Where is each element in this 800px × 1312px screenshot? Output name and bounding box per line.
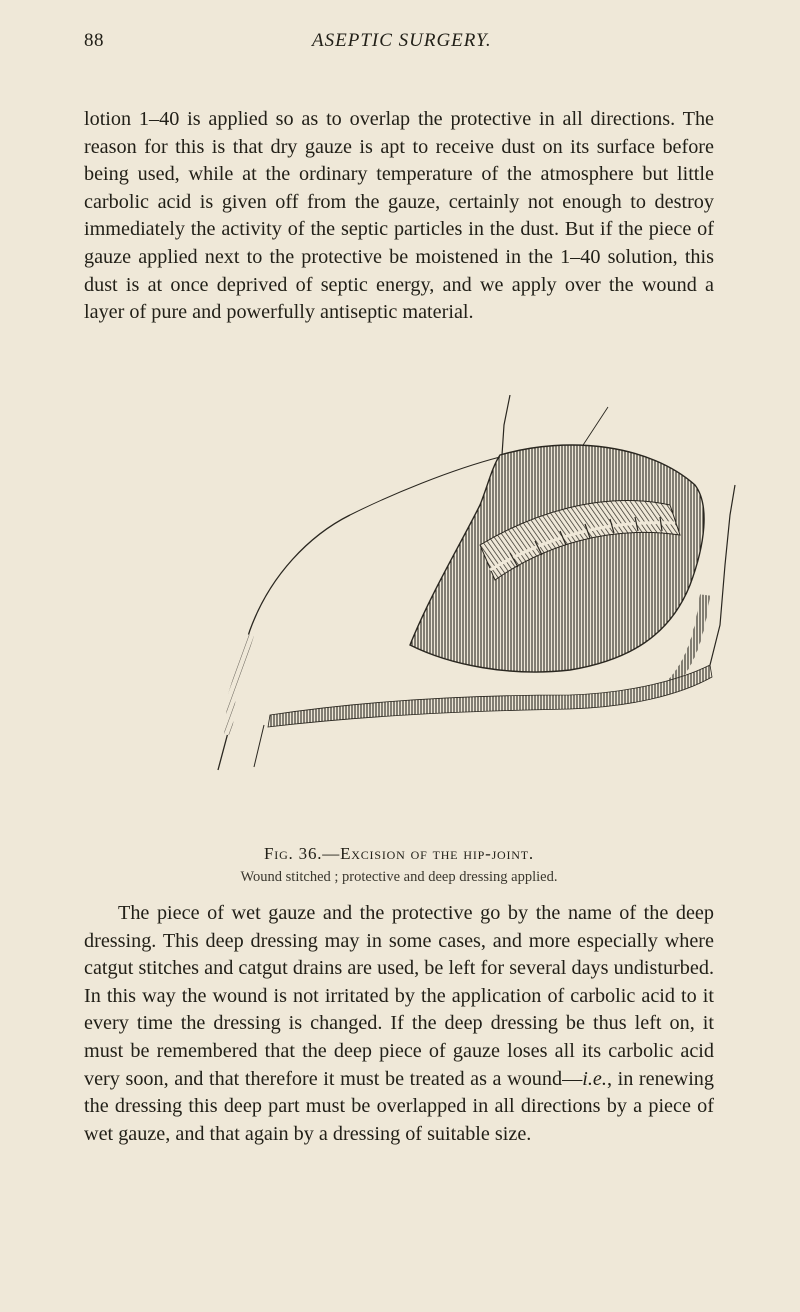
upper-contour: [350, 457, 500, 515]
buttock-outline: [218, 515, 350, 770]
paragraph-deep-dressing: [84, 900, 714, 1148]
hip-joint-engraving: [150, 395, 750, 805]
running-title: ASEPTIC SURGERY.: [312, 30, 492, 51]
lower-contour: [254, 725, 264, 767]
deep-dressing: [410, 445, 704, 672]
figure-caption-title: Fig. 36.—Excision of the hip-joint.: [264, 844, 534, 863]
thigh-outline-top-left: [502, 395, 510, 455]
thigh-outline-right: [710, 485, 735, 665]
paragraph-deep-dressing-part2: , in renewing the dressing this deep part must be overlapped in all directions by a piece of wet gauze, and that again by a dressing of suitable size.: [84, 1067, 714, 1145]
paragraph-lotion: lotion 1–40 is applied so as to overlap the protective in all directions. The reason for this is that dry gauze is apt to receive dust on its surface before being used, while at the ordinary temperature of the atmosphere but little carbolic acid is given off from the gauze, certainly not enough to destroy immediately the activity of the septic particles in the dust. But if the piece of gauze applied next to the protective be moistened in the 1–40 solution, this dust is at once deprived of septic energy, and we apply over the wound a layer of pure and powerfully antiseptic material.: [84, 108, 714, 324]
lower-shading-band: [268, 665, 712, 727]
figure-hip-joint-illustration: [150, 395, 750, 805]
page-header: [84, 30, 714, 70]
paragraph-deep-dressing-part1: The piece of wet gauze and the protective go by the name of the deep dressing. This deep dressing may in some cases, and more especially where catgut stitches and catgut drains are used, be left for several days undisturbed. In this way the wound is not irritated by the application of carbolic acid to it every time the dressing is changed. If the deep dressing be thus left on, it must be remembered that the deep piece of gauze loses all its carbolic acid very soon, and that therefore it must be treated as a wound—: [84, 902, 714, 1090]
buttock-shading: [228, 635, 250, 735]
figure-caption-subtitle: Wound stitched ; protective and deep dressing applied.: [240, 869, 558, 885]
page-number: 88: [84, 30, 104, 51]
abbreviation-ie: i.e.: [582, 1067, 607, 1090]
